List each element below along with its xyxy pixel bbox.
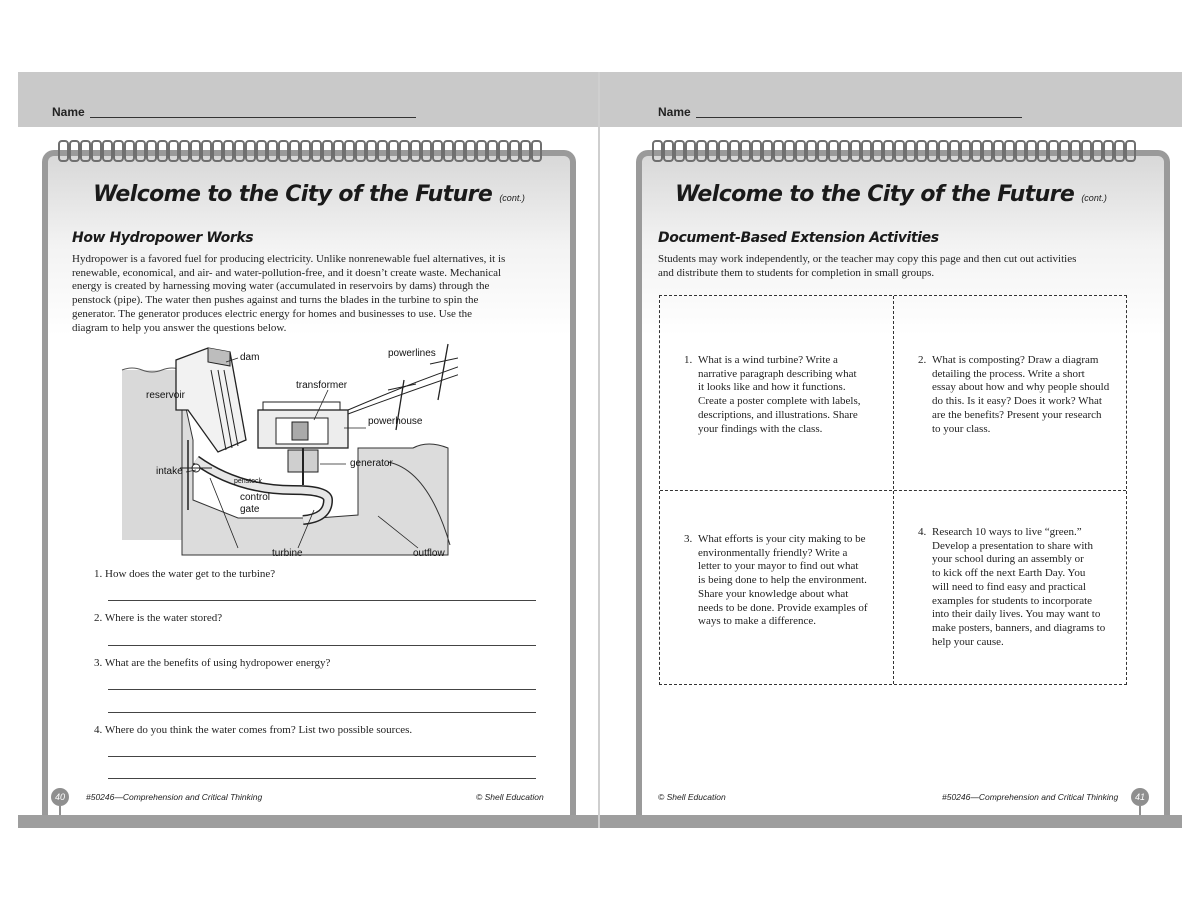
spiral-ring	[190, 140, 201, 162]
spiral-ring	[311, 140, 322, 162]
spiral-ring	[223, 140, 234, 162]
spiral-ring	[663, 140, 674, 162]
spiral-ring	[960, 140, 971, 162]
spiral-ring	[718, 140, 729, 162]
spiral-ring	[135, 140, 146, 162]
bottom-band	[600, 815, 1182, 828]
title-cont: (cont.)	[1081, 193, 1107, 203]
activity-line: environmentally friendly? Write a	[698, 546, 848, 559]
activity-line: Research 10 ways to live “green.”	[932, 526, 1082, 538]
section-heading: How Hydropower Works	[72, 230, 254, 246]
question-number: 2.	[94, 612, 103, 624]
spiral-ring	[828, 140, 839, 162]
hydropower-diagram	[118, 340, 458, 560]
title-text: Welcome to the City of the Future	[675, 182, 1075, 207]
activity-line: examples for students to incorporate	[932, 594, 1093, 607]
spiral-binding-icon	[58, 140, 548, 164]
spiral-ring	[498, 140, 509, 162]
spiral-ring	[432, 140, 443, 162]
activity-line: are the benefits? Present your research	[932, 408, 1102, 421]
spiral-ring	[443, 140, 454, 162]
question-number: 1.	[94, 568, 103, 580]
cut-line-horizontal	[660, 490, 1126, 491]
activity-card-4	[918, 526, 1124, 649]
activity-line: descriptions, and illustrations. Share	[698, 408, 858, 421]
spiral-ring	[487, 140, 498, 162]
intro-line: Students may work independently, or the teacher may copy this page and then cut out activities	[658, 253, 1077, 265]
activity-line: essay about how and why people should	[932, 381, 1110, 394]
activity-number: 3.	[684, 533, 693, 545]
spiral-ring	[168, 140, 179, 162]
spiral-ring	[806, 140, 817, 162]
spiral-ring	[652, 140, 663, 162]
answer-line[interactable]	[108, 712, 536, 713]
spiral-ring	[333, 140, 344, 162]
spiral-ring	[971, 140, 982, 162]
label-intake: intake	[156, 466, 183, 477]
question-text: Where do you think the water comes from? List two possible sources.	[104, 724, 413, 736]
spiral-ring	[993, 140, 1004, 162]
label-outflow: outflow	[413, 548, 445, 559]
spiral-ring	[267, 140, 278, 162]
spiral-ring	[817, 140, 828, 162]
page-number: 41	[1131, 788, 1149, 806]
spiral-ring	[509, 140, 520, 162]
spiral-ring	[1092, 140, 1103, 162]
page-number: 40	[51, 788, 69, 806]
spiral-ring	[102, 140, 113, 162]
spiral-ring	[245, 140, 256, 162]
activity-line: will need to find easy and practical	[932, 580, 1086, 593]
name-field[interactable]	[90, 117, 416, 118]
spiral-binding-icon	[652, 140, 1142, 164]
spiral-ring	[729, 140, 740, 162]
intro-line: and distribute them to students for completion in small groups.	[658, 266, 935, 279]
activity-line: to your class.	[932, 422, 991, 435]
spiral-ring	[355, 140, 366, 162]
question-2	[94, 612, 222, 624]
spiral-ring	[256, 140, 267, 162]
activity-line: letter to your mayor to find out what	[698, 560, 859, 573]
title-cont: (cont.)	[499, 193, 525, 203]
spiral-ring	[366, 140, 377, 162]
question-number: 4.	[94, 724, 103, 736]
activity-line: into their daily lives. You may want to	[932, 608, 1101, 621]
spiral-ring	[762, 140, 773, 162]
activity-line: is being done to help the environment.	[698, 574, 867, 587]
spiral-ring	[1004, 140, 1015, 162]
activity-number: 4.	[918, 526, 927, 538]
footer-publisher: © Shell Education	[476, 792, 544, 802]
spiral-ring	[1114, 140, 1125, 162]
activity-card-2	[918, 354, 1124, 436]
spiral-ring	[861, 140, 872, 162]
spiral-ring	[531, 140, 542, 162]
question-number: 3.	[94, 657, 103, 669]
intro-line: renewable, economical, and air- and water-pollution-free, and it doesn’t create waste. Mechanical	[72, 266, 502, 279]
spiral-ring	[410, 140, 421, 162]
spiral-ring	[179, 140, 190, 162]
activity-line: your findings with the class.	[698, 422, 823, 435]
spiral-ring	[234, 140, 245, 162]
spiral-ring	[1125, 140, 1136, 162]
spiral-ring	[344, 140, 355, 162]
spiral-ring	[905, 140, 916, 162]
spiral-ring	[377, 140, 388, 162]
title-text: Welcome to the City of the Future	[93, 182, 493, 207]
spiral-ring	[58, 140, 69, 162]
spiral-ring	[212, 140, 223, 162]
spiral-ring	[938, 140, 949, 162]
spiral-ring	[80, 140, 91, 162]
page-title	[18, 182, 600, 207]
name-field[interactable]	[696, 117, 1022, 118]
activity-line: do this. Is it easy? Does it work? What	[932, 395, 1102, 408]
activity-card-3	[684, 533, 888, 629]
spiral-ring	[520, 140, 531, 162]
spiral-ring	[685, 140, 696, 162]
spiral-ring	[740, 140, 751, 162]
spiral-ring	[1103, 140, 1114, 162]
label-turbine: turbine	[272, 548, 303, 559]
answer-line[interactable]	[108, 689, 536, 690]
spiral-ring	[674, 140, 685, 162]
footer-book-title: #50246—Comprehension and Critical Thinking	[942, 792, 1119, 802]
spiral-ring	[1026, 140, 1037, 162]
label-dam: dam	[240, 352, 260, 363]
spiral-ring	[124, 140, 135, 162]
activity-number: 2.	[918, 354, 927, 366]
spiral-ring	[707, 140, 718, 162]
activity-line: help your cause.	[932, 635, 1004, 648]
activity-line: What is a wind turbine? Write a	[698, 354, 838, 366]
spiral-ring	[399, 140, 410, 162]
spiral-ring	[872, 140, 883, 162]
spiral-ring	[1037, 140, 1048, 162]
spiral-ring	[465, 140, 476, 162]
spiral-ring	[322, 140, 333, 162]
question-1	[94, 568, 275, 580]
spiral-ring	[696, 140, 707, 162]
spiral-ring	[201, 140, 212, 162]
name-label: Name	[658, 105, 691, 119]
left-page	[18, 72, 600, 828]
spiral-ring	[949, 140, 960, 162]
spiral-ring	[476, 140, 487, 162]
question-text: How does the water get to the turbine?	[105, 568, 276, 580]
question-text: Where is the water stored?	[104, 612, 223, 624]
book-spread	[18, 72, 1182, 828]
spiral-ring	[1070, 140, 1081, 162]
spiral-ring	[146, 140, 157, 162]
spiral-ring	[454, 140, 465, 162]
activity-line: to kick off the next Earth Day. You	[932, 567, 1086, 580]
spiral-ring	[1048, 140, 1059, 162]
intro-line: energy is created by harnessing moving water (accumulated in reservoirs by dams) through the	[72, 280, 490, 293]
label-gate: gate	[240, 504, 260, 515]
spiral-ring	[927, 140, 938, 162]
spiral-ring	[388, 140, 399, 162]
question-text: What are the benefits of using hydropower energy?	[104, 657, 331, 669]
spiral-ring	[894, 140, 905, 162]
answer-line[interactable]	[108, 645, 536, 646]
activity-line: detailing the process. Write a short	[932, 367, 1085, 380]
spiral-ring	[91, 140, 102, 162]
spiral-ring	[1081, 140, 1092, 162]
right-page	[600, 72, 1182, 828]
spiral-ring	[1059, 140, 1070, 162]
footer-publisher: © Shell Education	[658, 792, 726, 802]
intro-paragraph	[72, 253, 544, 335]
spiral-ring	[850, 140, 861, 162]
spiral-ring	[69, 140, 80, 162]
activity-line: make posters, banners, and diagrams to	[932, 621, 1106, 634]
intro-line: penstock (pipe). The water then pushes against and turns the blades in the turbine to spin the	[72, 294, 479, 307]
activity-line: narrative paragraph describing what	[698, 367, 857, 380]
activity-line: What efforts is your city making to be	[698, 533, 866, 545]
page-title	[600, 182, 1182, 207]
spiral-ring	[1015, 140, 1026, 162]
name-label: Name	[52, 105, 85, 119]
activity-number: 1.	[684, 354, 693, 366]
question-3	[94, 657, 330, 669]
activity-card-1	[684, 354, 888, 436]
spiral-ring	[300, 140, 311, 162]
activity-line: your school during an assembly or	[932, 553, 1084, 566]
spiral-ring	[278, 140, 289, 162]
activity-line: Develop a presentation to share with	[932, 539, 1093, 552]
spiral-ring	[916, 140, 927, 162]
answer-line[interactable]	[108, 778, 536, 779]
activity-line: What is composting? Draw a diagram	[932, 354, 1099, 366]
activity-line: Create a poster complete with labels,	[698, 395, 861, 408]
spiral-ring	[773, 140, 784, 162]
spiral-ring	[421, 140, 432, 162]
label-powerlines: powerlines	[388, 348, 436, 359]
label-transformer: transformer	[296, 380, 348, 391]
spiral-ring	[751, 140, 762, 162]
activity-cutout-grid	[659, 295, 1127, 685]
spiral-ring	[839, 140, 850, 162]
intro-line: Hydropower is a favored fuel for producing electricity. Unlike nonrenewable fuel alternatives, it is	[72, 253, 506, 265]
intro-paragraph	[658, 253, 1138, 280]
label-penstock: penstock	[234, 478, 263, 485]
label-generator: generator	[350, 458, 393, 469]
activity-line: ways to make a difference.	[698, 615, 816, 628]
section-heading: Document-Based Extension Activities	[658, 230, 939, 246]
activity-line: Share your knowledge about what	[698, 587, 849, 600]
answer-line[interactable]	[108, 600, 536, 601]
question-4	[94, 724, 412, 736]
activity-line: needs to be done. Provide examples of	[698, 601, 868, 614]
spiral-ring	[784, 140, 795, 162]
label-powerhouse: powerhouse	[368, 416, 423, 427]
spiral-ring	[883, 140, 894, 162]
bottom-band	[18, 815, 600, 828]
spiral-ring	[795, 140, 806, 162]
label-reservoir: reservoir	[146, 390, 185, 401]
intro-line: generator. The generator produces electric energy for homes and businesses to use. Use the	[72, 307, 473, 320]
spiral-ring	[113, 140, 124, 162]
spiral-ring	[289, 140, 300, 162]
spiral-ring	[982, 140, 993, 162]
answer-line[interactable]	[108, 756, 536, 757]
spiral-ring	[157, 140, 168, 162]
activity-line: it looks like and how it functions.	[698, 381, 846, 394]
intro-line: diagram to help you answer the questions below.	[72, 321, 287, 334]
label-control: control	[240, 492, 271, 503]
footer-book-title: #50246—Comprehension and Critical Thinking	[86, 792, 263, 802]
top-band	[18, 72, 600, 127]
